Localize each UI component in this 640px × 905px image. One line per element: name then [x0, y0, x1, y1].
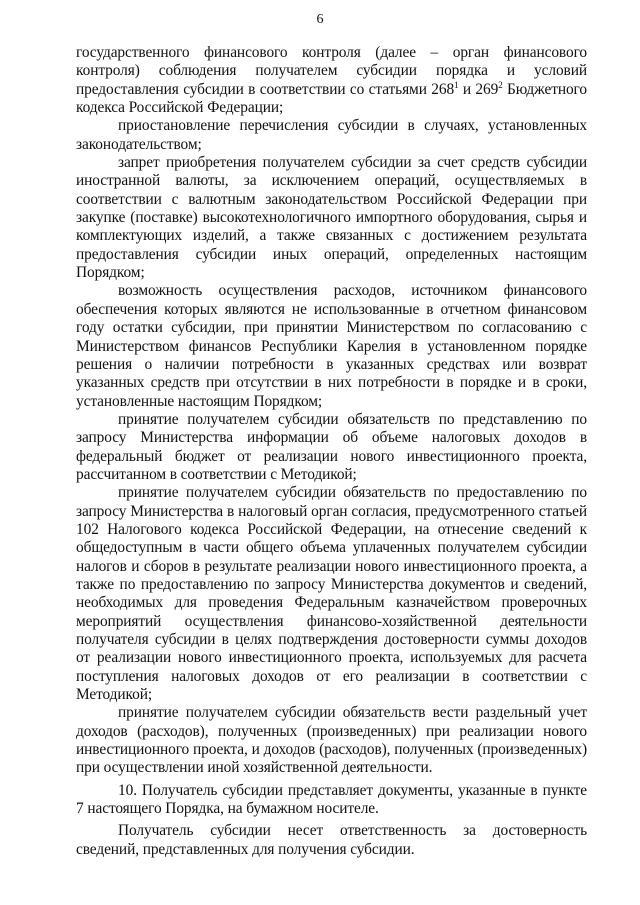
superscript: 1 — [454, 79, 459, 90]
paragraph-separate-accounting: принятие получателем субсидии обязательств вести раздельный учет доходов (расходов), полученных (произведенных) при реализации нового инвестиционного проекта, и доходов (расходов), полученных (произведенных) при осуществлении иной хозяйственной деятельности. — [76, 704, 587, 777]
paragraph-text: Бюджетного кодекса Российской Федерации; — [76, 80, 587, 117]
paragraph-unused-balances: возможность осуществления расходов, источником финансового обеспечения которых являются не использованные в отчетном финансовом году остатки субсидии, при принятии Министерством по согласованию с Министерством финансов Республики Карелия в установленном порядке решения о наличии потребности в указанных средствах или возврат указанных средств при отсутствии в них потребности в порядке и в сроки, установленные настоящим Порядком; — [76, 282, 587, 410]
paragraph-currency-ban: запрет приобретения получателем субсидии за счет средств субсидии иностранной валюты, за исключением операций, осуществляемых в соответствии с валютным законодательством Российской Федерации при закупке (поставке) высокотехнологичного импортного оборудования, сырья и комплектующих изделий, а также связанных с достижением результата предоставления субсидии иных операций, определенных настоящим Порядком; — [76, 154, 587, 282]
paragraph-suspension: приостановление перечисления субсидии в случаях, установленных законодательством; — [76, 117, 587, 153]
paragraph-consent-obligation: принятие получателем субсидии обязательств по предоставлению по запросу Министерства в налоговый орган согласия, предусмотренного статьей 102 Налогового кодекса Российской Федерации, на отнесение сведений к общедоступным в части общего объема уплаченных получателем субсидии налогов и сборов в результате реализации нового инвестиционного проекта, а также по предоставлению по запросу Министерства документов и сведений, необходимых для проведения Федеральным казначейством проверочных мероприятий осуществления финансово-хозяйственной деятельности получателя субсидии в целях подтверждения достоверности суммы доходов от реализации нового инвестиционного проекта, используемых для расчета поступления налоговых доходов от его реализации в соответствии с Методикой; — [76, 484, 587, 704]
superscript: 2 — [498, 79, 503, 90]
document-body — [76, 44, 587, 859]
paragraph-text: государственного финансового контроля (далее – орган финансового контроля) соблюдения получателем субсидии порядка и условий предоставления субсидии в соответствии со статьями 268 — [76, 44, 587, 98]
paragraph-state-financial-control — [76, 44, 587, 117]
paragraph-tax-info-obligation: принятие получателем субсидии обязательств по представлению по запросу Министерства информации об объеме налоговых доходов в федеральный бюджет от реализации нового инвестиционного проекта, рассчитанном в соответствии с Методикой; — [76, 410, 587, 483]
paragraph-text: и 269 — [458, 80, 499, 98]
paragraph-item-10: 10. Получатель субсидии представляет документы, указанные в пункте 7 настоящего Порядка, на бумажном носителе. — [76, 781, 587, 818]
paragraph-responsibility: Получатель субсидии несет ответственность за достоверность сведений, представленных для получения субсидии. — [76, 822, 587, 858]
page-number: 6 — [316, 12, 324, 27]
